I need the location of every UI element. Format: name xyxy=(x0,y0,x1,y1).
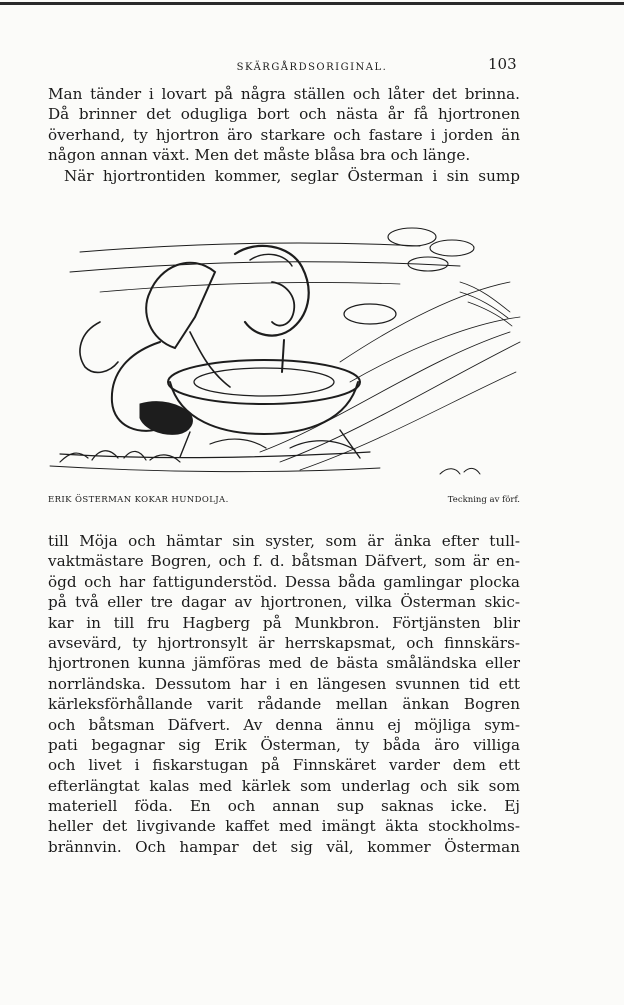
text-line: När hjortrontiden kommer, seglar Österman i sin sump xyxy=(64,166,520,185)
text-line: vaktmästare Bogren, och f. d. båtsman Däfvert, som är en- xyxy=(48,552,520,571)
text-line: hjortronen kunna jämföras med de bästa småländska eller xyxy=(48,654,520,673)
text-line: ögd och har fattigunderstöd. Dessa båda gamlingar plocka xyxy=(48,572,520,591)
illustration xyxy=(40,222,524,484)
text-line: Man tänder i lovart på några ställen och låter det brinna. xyxy=(48,85,520,103)
text-line: överhand, ty hjortron äro starkare och fastare i jorden än xyxy=(48,125,520,144)
text-line: avsevärd, ty hjortronsylt är herrskapsmat, och finnskärs- xyxy=(48,633,520,652)
text-line: brännvin. Och hampar det sig väl, kommer Österman xyxy=(48,837,520,856)
text-line: någon annan växt. Men det måste blåsa bra och länge. xyxy=(48,146,471,165)
text-line: efterlängtat kalas med kärlek som underlag och sik som xyxy=(48,776,520,795)
text-line: och båtsman Däfvert. Av denna ännu ej möjliga sym- xyxy=(48,715,520,734)
text-line: pati begagnar sig Erik Österman, ty båda äro villiga xyxy=(48,735,520,754)
text-line: heller det livgivande kaffet med imängt äkta stockholms- xyxy=(48,817,520,836)
paragraph-bottom xyxy=(48,531,520,857)
text-line: kärleksförhållande varit rådande mellan änkan Bogren xyxy=(48,695,520,714)
illustration-credit: Teckning av förf. xyxy=(447,495,520,505)
text-line: till Möja och hämtar sin syster, som är änka efter tull- xyxy=(48,532,520,550)
page-number: 103 xyxy=(488,55,517,73)
text-line: och livet i fiskarstugan på Finnskäret varder dem ett xyxy=(48,756,520,775)
text-line: norrländska. Dessutom har i en längesen svunnen tid ett xyxy=(48,674,520,693)
text-line: kar in till fru Hagberg på Munkbron. Förtjänsten blir xyxy=(48,613,520,632)
text-line: materiell föda. En och annan sup saknas icke. Ej xyxy=(48,797,520,816)
paragraph-top xyxy=(48,84,520,186)
top-rule xyxy=(0,2,624,5)
text-line: Då brinner det odugliga bort och nästa år få hjortronen xyxy=(48,105,520,124)
sketch-drawing xyxy=(40,222,524,484)
illustration-caption: ERIK ÖSTERMAN KOKAR HUNDOLJA. xyxy=(48,495,229,505)
text-line: på två eller tre dagar av hjortronen, vilka Österman skic- xyxy=(48,593,520,612)
running-title: SKÄRGÅRDSORIGINAL. xyxy=(236,62,388,73)
